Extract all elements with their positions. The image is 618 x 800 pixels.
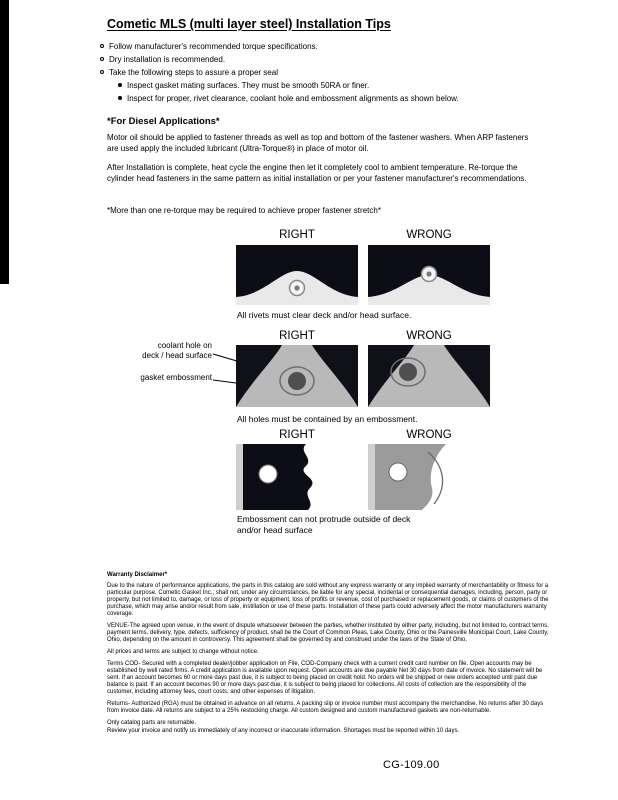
annotation-text: deck / head surface — [142, 351, 212, 360]
legal-paragraph: Returns- Authorized (RGA) must be obtained in advance on all returns. A packing slip or invoice number must accompany the merchandise. No returns after 30 days from invoice date. All returns are subject to a 25% restocking charge. All custom designed and custom manufactured gaskets are non-returnable. — [107, 701, 544, 714]
legal-paragraph: Due to the nature of performance applications, the parts in this catalog are sold without any express warranty or any implied warranty of merchantability or fitness for a particular purpose. Cometic Gasket Inc., shall not, under any circumstances, be liable for any special, incidental or consequential damages, including, person, party or property, but not limited to, damage, or loss of property or equipment, loss of profits or revenue, cost of purchased or replacement goods, or claims of customers of the purchase, which may arise and/or result from sale, instillation or use of these parts. Installation of these parts could adversely affect the motor manufacturers warranty coverage. — [107, 583, 549, 617]
tip-item — [100, 53, 459, 66]
caption-line: Embossment can not protrude outside of deck — [237, 514, 411, 524]
diagram-protrusion-right — [236, 444, 360, 510]
filled-bullet-icon — [118, 83, 122, 87]
page-code: CG-109.00 — [383, 759, 440, 771]
protrusion-caption — [237, 514, 410, 536]
tip-sub-item — [118, 79, 459, 92]
open-bullet-icon — [100, 57, 104, 61]
diagram-coolant-hole-wrong — [368, 345, 490, 407]
page-title: Cometic MLS (multi layer steel) Installation Tips — [107, 17, 391, 31]
diesel-paragraph-1: Motor oil should be applied to fastener threads as well as top and bottom of the fastener washers. When ARP fasteners are used apply the included lubricant (Ultra-Torque®) in place of motor oil. — [107, 133, 529, 153]
scan-spine-bar — [0, 0, 9, 284]
tip-text: Inspect for proper, rivet clearance, coolant hole and embossment alignments as shown below. — [127, 94, 459, 103]
legal-paragraph: Only catalog parts are returnable. — [107, 720, 197, 726]
open-bullet-icon — [100, 44, 104, 48]
filled-bullet-icon — [118, 96, 122, 100]
tip-item — [100, 40, 459, 53]
tip-text: Dry installation is recommended. — [109, 55, 226, 64]
retorque-note: *More than one re-torque may be required to achieve proper fastener stretch* — [107, 206, 381, 215]
warranty-disclaimer-heading: Warranty Disclaimer* — [107, 572, 168, 578]
rivet-caption: All rivets must clear deck and/or head surface. — [237, 310, 412, 320]
tip-sub-item — [118, 92, 459, 105]
legal-disclaimer — [107, 572, 553, 740]
embossment-caption: All holes must be contained by an embossment. — [237, 414, 418, 424]
wrong-label: WRONG — [406, 330, 452, 342]
diagram-coolant-hole-right — [236, 345, 358, 407]
diagram-rivet-wrong — [368, 245, 490, 305]
annotation-gasket-embossment: gasket embossment — [140, 373, 212, 382]
wrong-label: WRONG — [406, 229, 452, 241]
annotation-coolant-hole — [116, 341, 212, 361]
caption-line: and/or head surface — [237, 525, 313, 535]
open-bullet-icon — [100, 70, 104, 74]
legal-paragraph: Review your invoice and notify us immediately of any incorrect or inaccurate information. Shortages must be reported within 10 days. — [107, 728, 460, 734]
legal-paragraph: VENUE-The agreed upon venue, in the event of dispute whatsoever between the parties, whether instituted by either party, including, but not limited to, contract terms, payment terms, delivery, type, defects, sufficiency of product, shall be the Court of Common Pleas, Lake County, Ohio or the Painesville Municipal Court, Lake County, Ohio, depending on the amount in controversy. This agreement shall be governed by and construed under the laws of the State of Ohio. — [107, 623, 549, 643]
tip-text: Follow manufacturer's recommended torque specifications. — [109, 42, 318, 51]
wrong-label: WRONG — [406, 429, 452, 441]
right-label: RIGHT — [279, 330, 315, 342]
right-label: RIGHT — [279, 229, 315, 241]
tip-item — [100, 66, 459, 79]
legal-paragraph: Terms COD- Secured with a completed dealer/jobber application on File, COD-Company check with a current credit card number on file. Open accounts may be established by well rated firms. A credit application is available upon request. Open accounts are due payable Net 30 days from date of invoice. No statement will be sent. If an account becomes 60 or more days past due, it is subject to being placed on credit hold. No orders will be shipped or new orders accepted until past due balance is paid. If an account becomes 90 or more days past due, it is subject to being placed for collections. All costs of collection are the responsibility of the customer, including attorney fees, court costs, and other expenses of litigation. — [107, 661, 543, 695]
tip-text: Inspect gasket mating surfaces. They must be smooth 50RA or finer. — [127, 81, 370, 90]
installation-tips-list — [100, 40, 459, 105]
annotation-text: coolant hole on — [157, 341, 212, 350]
legal-paragraph: All prices and terms are subject to change without notice. — [107, 649, 259, 655]
diagram-rivet-right — [236, 245, 358, 305]
diesel-heading: *For Diesel Applications* — [107, 116, 220, 127]
tip-text: Take the following steps to assure a proper seal — [109, 68, 278, 77]
diagram-protrusion-wrong — [368, 444, 492, 510]
diesel-paragraph-2: After Installation is complete, heat cycle the engine then let it completely cool to ambient temperature. Re-torque the cylinder head fasteners in the same pattern as initial installation or per your fastener manufacturer's recommendations. — [107, 163, 527, 183]
right-label: RIGHT — [279, 429, 315, 441]
